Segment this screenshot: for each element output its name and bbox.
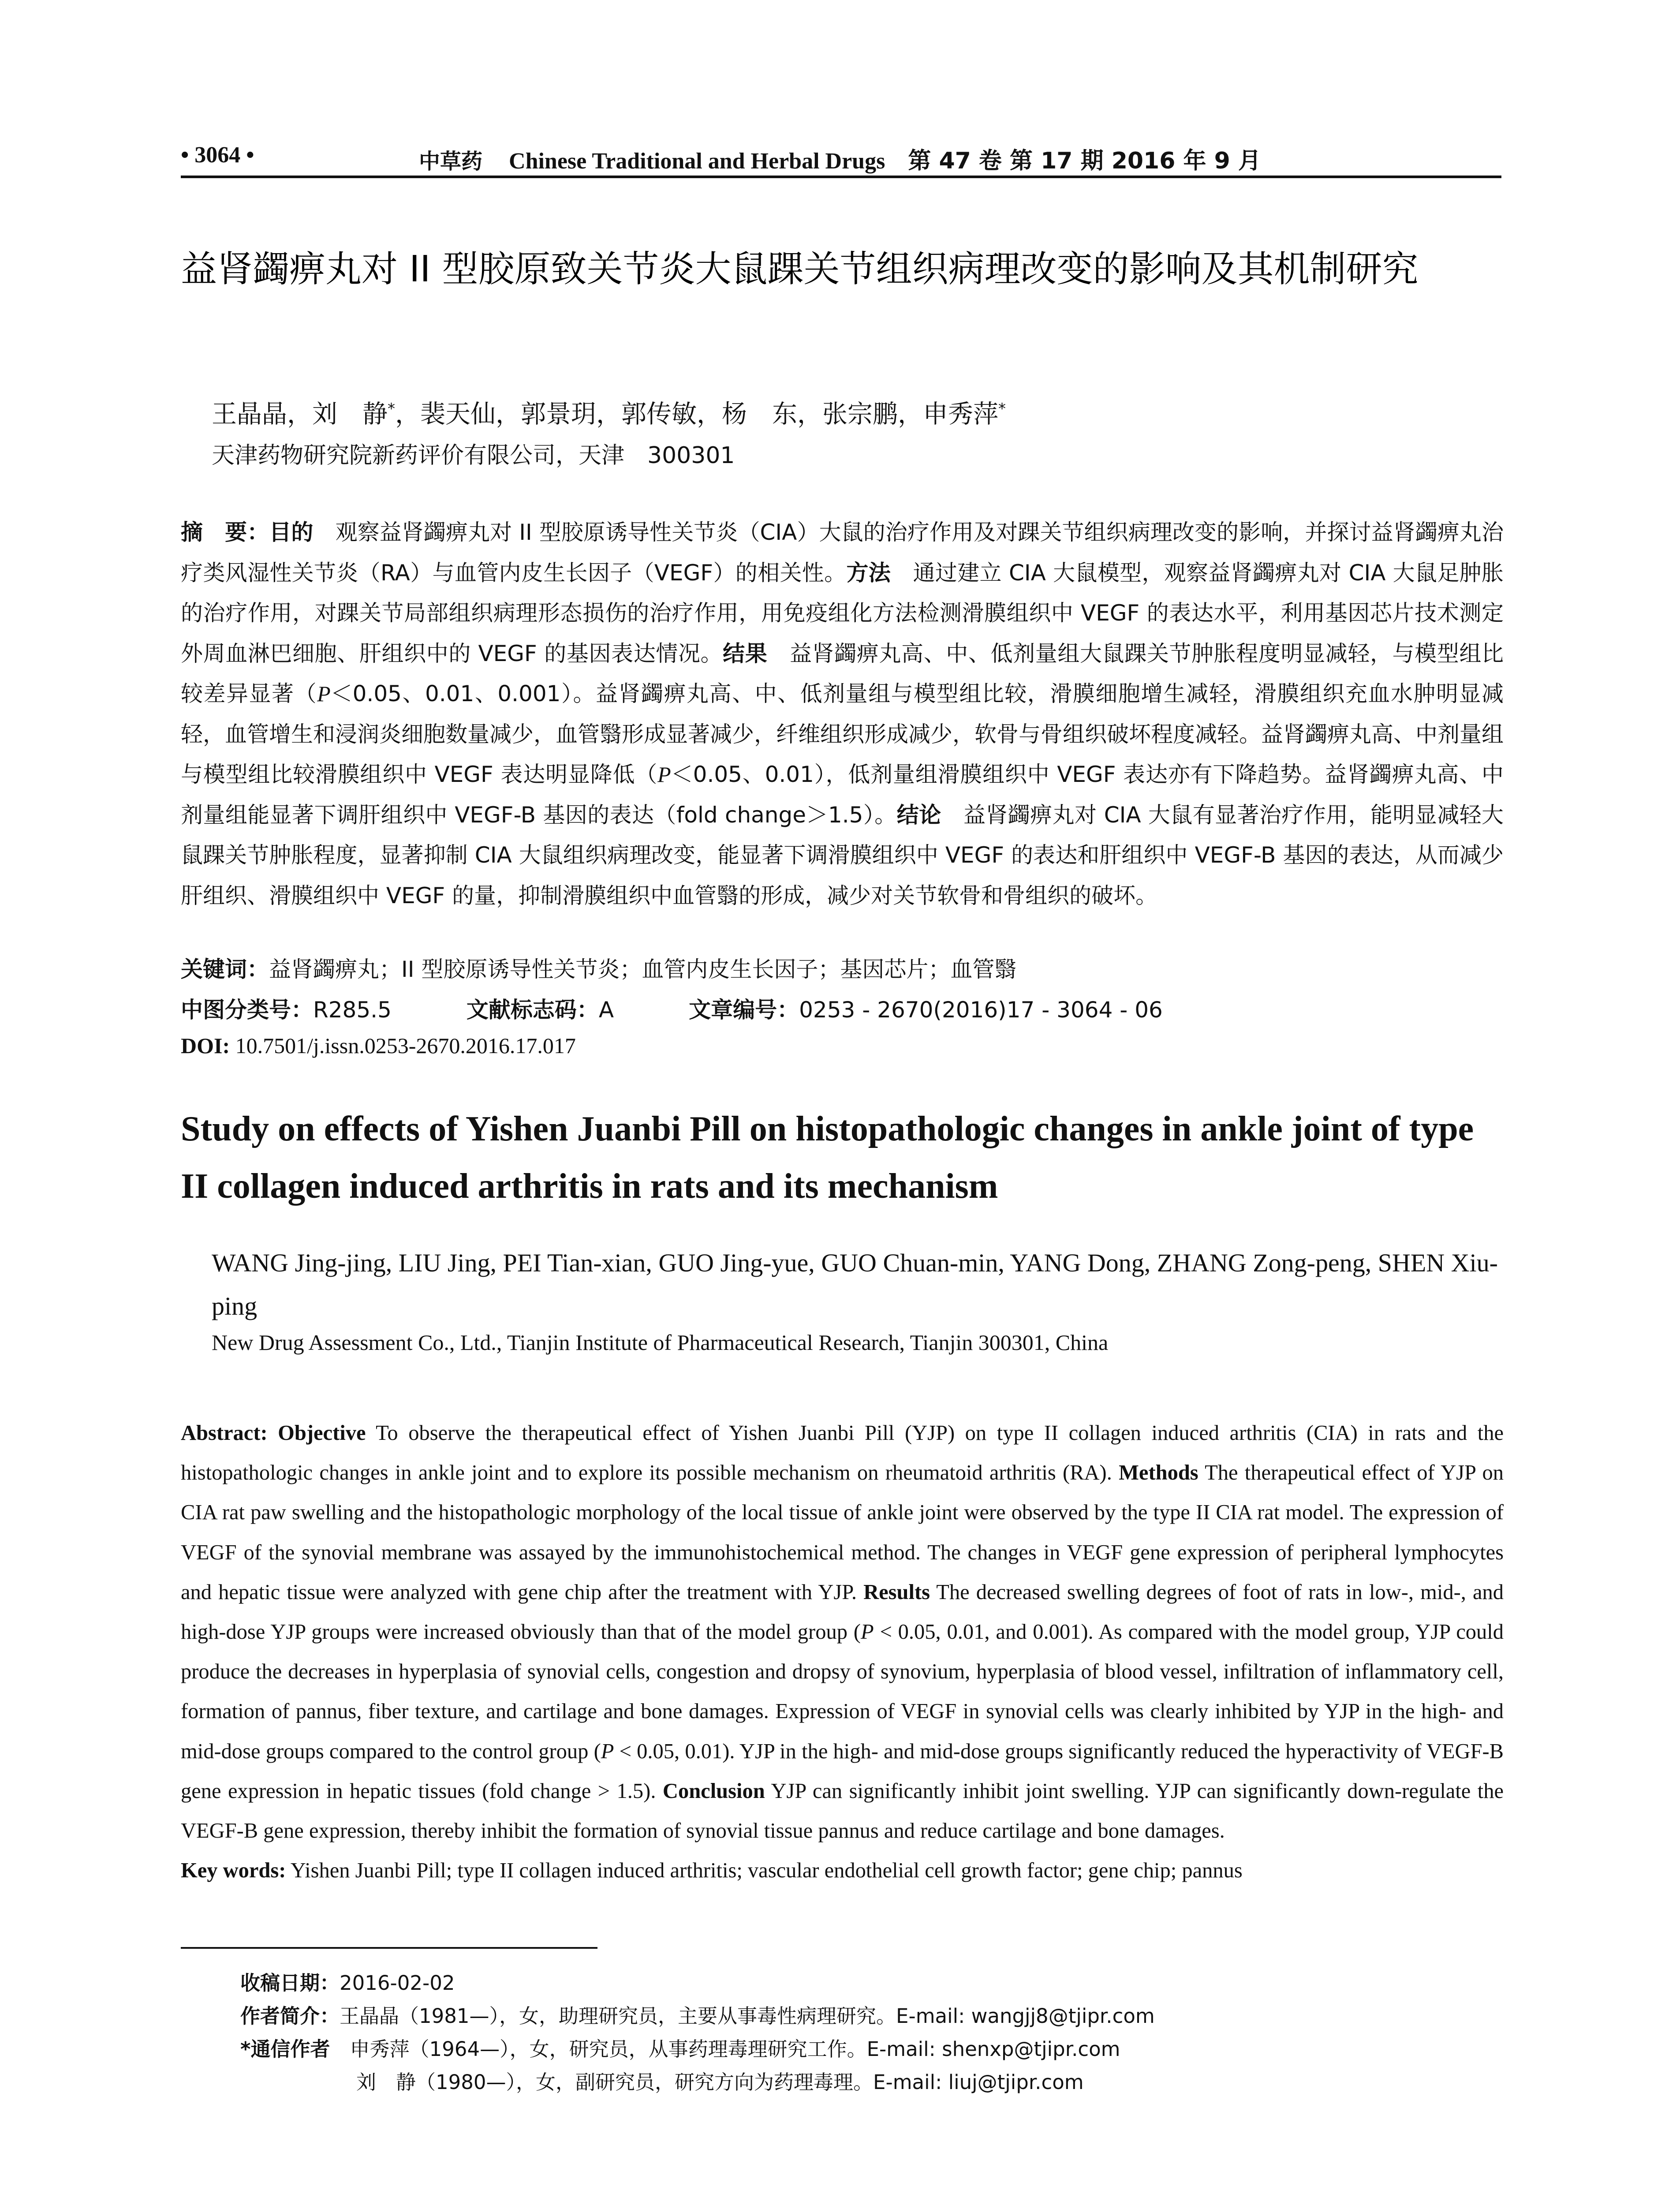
doc-code-value: A: [598, 997, 614, 1023]
paper-title-cn: 益肾蠲痹丸对 II 型胶原致关节炎大鼠踝关节组织病理改变的影响及其机制研究: [181, 248, 1419, 290]
objective-text-cn: 观察益肾蠲痹丸对 II 型胶原诱导性关节炎（CIA）大鼠的治疗作用及对踝关节组织病理改变的影响，并探讨益肾蠲痹丸治疗类风湿性关节炎（RA）与血管内皮生长因子（VEGF）的相关性。: [181, 519, 1504, 586]
results-text-en: < 0.05, 0.01, and 0.001). As compared with the model group, YJP could produce the decreases in hyperplasia of synovial cells, congestion and dropsy of synovium, hyperplasia of blood vessel, infiltration of inflammatory cell, formation of pannus, fiber texture, and cartilage and bone damages. Expression of VEGF in synovial cells was clearly inhibited by YJP in the high- and mid-dose groups compared to the control group (: [181, 1620, 1504, 1763]
footnote-corresponding-2: [356, 2066, 1084, 2095]
journal-info: [419, 142, 1261, 175]
conclusion-label-cn: 结论: [896, 802, 941, 828]
footnote-corresponding: [240, 2033, 1120, 2062]
journal-issue: 第 47 卷 第 17 期 2016 年 9 月: [908, 148, 1261, 174]
corresponding-label: *通信作者: [240, 2037, 330, 2061]
corresponding-author-2: 刘 静（1980—），女，副研究员，研究方向为药理毒理。E-mail: liuj@tjipr.com: [356, 2070, 1084, 2094]
methods-text-cn: 通过建立 CIA 大鼠模型，观察益肾蠲痹丸对 CIA 大鼠足肿胀的治疗作用，对踝关节局部组织病理形态损伤的治疗作用，用免疫组化方法检测滑膜组织中 VEGF 的表达水平，利用基因芯片技术测定外周血淋巴细胞、肝组织中的 VEGF 的基因表达情况。: [181, 560, 1504, 666]
authors-cn: [212, 394, 1006, 430]
received-date: 2016-02-02: [340, 1971, 455, 1995]
bio-label: 作者简介：: [240, 2004, 340, 2028]
p-value-symbol: P: [657, 762, 671, 787]
authors-cn-part2: ，裴天仙，郭景玥，郭传敏，杨 东，张宗鹏，申秀萍: [395, 400, 998, 429]
affiliation-cn: 天津药物研究院新药评价有限公司，天津 300301: [212, 442, 735, 469]
paper-title-en: Study on effects of Yishen Juanbi Pill on histopathologic changes in ankle joint of type II collagen induced arthritis in rats and its mechanism: [181, 1110, 1474, 1206]
conclusion-text-cn: 益肾蠲痹丸对 CIA 大鼠有显著治疗作用，能明显减轻大鼠踝关节肿胀程度，显著抑制 CIA 大鼠组织病理改变，能显著下调滑膜组织中 VEGF 的表达和肝组织中 VEGF-B 基因的表达，从而减少肝组织、滑膜组织中 VEGF 的量，抑制滑膜组织中血管翳的形成，减少对关节软骨和骨组织的破坏。: [181, 802, 1504, 908]
methods-label-en: Methods: [1119, 1461, 1198, 1485]
doi-line: [181, 1033, 576, 1058]
objective-label-cn: 目的: [269, 519, 314, 545]
clc-value: R285.5: [313, 997, 392, 1023]
bio-text: 王晶晶（1981—），女，助理研究员，主要从事毒性病理研究。E-mail: wangjj8@tjipr.com: [340, 2004, 1155, 2028]
keywords-value-cn: 益肾蠲痹丸；II 型胶原诱导性关节炎；血管内皮生长因子；基因芯片；血管翳: [269, 957, 1017, 982]
abstract-en: [181, 1413, 1504, 1891]
abstract-cn: [181, 512, 1504, 916]
keywords-cn: [181, 952, 1016, 983]
p-value-symbol: P: [601, 1739, 614, 1763]
header-rule: [181, 176, 1501, 178]
conclusion-label-en: Conclusion: [662, 1779, 765, 1803]
results-label-cn: 结果: [723, 640, 768, 666]
footnote-rule: [181, 1947, 597, 1949]
p-value-symbol: P: [860, 1620, 874, 1644]
results-text-cn: 益肾蠲痹丸高、中、低剂量组大鼠踝关节肿胀程度明显减轻，与模型组比较差异显著（: [181, 640, 1504, 706]
methods-text-en: The therapeutical effect of YJP on CIA rat paw swelling and the histopathologic morphology of the local tissue of ankle joint were observed by the type II CIA rat model. The expression of VEGF of the synovial membrane was assayed by the immunohistochemical method. The changes in VEGF gene expression of peripheral lymphocytes and hepatic tissue were analyzed with gene chip after the treatment with YJP.: [181, 1461, 1504, 1604]
authors-cn-part1: 王晶晶，刘 静: [212, 400, 388, 429]
received-label: 收稿日期：: [240, 1971, 340, 1995]
p-value-symbol: P: [317, 681, 331, 706]
article-no-value: 0253 - 2670(2016)17 - 3064 - 06: [799, 997, 1163, 1023]
journal-name-cn: 中草药: [419, 149, 483, 174]
running-header: [181, 140, 1501, 180]
footnote-received: [240, 1967, 455, 1996]
results-text-en: The decreased swelling degrees of foot of rats in low-, mid-, and high-dose YJP groups were increased obviously than that of the model group (: [181, 1580, 1504, 1644]
abstract-label-en: Abstract: Objective: [181, 1421, 366, 1445]
footnote-author-bio: [240, 2000, 1155, 2029]
conclusion-text-en: YJP can significantly inhibit joint swelling. YJP can significantly down-regulate the VEGF-B gene expression, thereby inhibit the formation of synovial tissue pannus and reduce cartilage and bone damages.: [181, 1779, 1504, 1843]
keywords-label-en: Key words:: [181, 1859, 286, 1883]
doi-value: 10.7501/j.issn.0253-2670.2016.17.017: [230, 1033, 576, 1058]
page-number: • 3064 •: [181, 142, 254, 168]
results-text-en: < 0.05, 0.01). YJP in the high- and mid-dose groups significantly reduced the hyperactivity of VEGF-B gene expression in hepatic tissues (fold change > 1.5).: [181, 1739, 1504, 1803]
results-label-en: Results: [863, 1580, 930, 1604]
doc-code-label: 文献标志码：: [466, 997, 599, 1023]
corresponding-mark: *: [998, 400, 1006, 418]
results-text-cn: ＜0.05、0.01、0.001）。益肾蠲痹丸高、中、低剂量组与模型组比较，滑膜细胞增生减轻，滑膜组织充血水肿明显减轻，血管增生和浸润炎细胞数量减少，血管翳形成显著减少，纤维组织形成减少，软骨与骨组织破坏程度减轻。益肾蠲痹丸高、中剂量组与模型组比较滑膜组织中 VEGF 表达明显降低（: [181, 681, 1504, 787]
corresponding-author-1: 申秀萍（1964—），女，研究员，从事药理毒理研究工作。E-mail: shenxp@tjipr.com: [330, 2037, 1120, 2061]
corresponding-mark: *: [388, 400, 395, 418]
keywords-value-en: Yishen Juanbi Pill; type II collagen induced arthritis; vascular endothelial cell growth factor; gene chip; pannus: [286, 1859, 1243, 1883]
journal-name-en: Chinese Traditional and Herbal Drugs: [509, 149, 885, 174]
affiliation-en: New Drug Assessment Co., Ltd., Tianjin Institute of Pharmaceutical Research, Tianjin 300301, China: [212, 1330, 1109, 1355]
authors-en: WANG Jing-jing, LIU Jing, PEI Tian-xian, GUO Jing-yue, GUO Chuan-min, YANG Dong, ZHANG Zong-peng, SHEN Xiu-ping: [212, 1248, 1498, 1320]
objective-text-en: To observe the therapeutical effect of Yishen Juanbi Pill (YJP) on type II collagen induced arthritis (CIA) in rats and the histopathologic changes in ankle joint and to explore its possible mechanism on rheumatoid arthritis (RA).: [181, 1421, 1504, 1485]
abstract-label-cn: 摘 要：: [181, 519, 269, 545]
keywords-label-cn: 关键词：: [181, 957, 269, 982]
methods-label-cn: 方法: [846, 560, 891, 586]
results-text-cn: ＜0.05、0.01），低剂量组滑膜组织中 VEGF 表达亦有下降趋势。益肾蠲痹丸高、中剂量组能显著下调肝组织中 VEGF-B 基因的表达（fold change＞1.5）。: [181, 762, 1504, 828]
doi-label: DOI:: [181, 1033, 230, 1058]
article-no-label: 文章编号：: [689, 997, 799, 1023]
clc-label: 中图分类号：: [181, 997, 313, 1023]
classification-line: [181, 992, 1163, 1024]
